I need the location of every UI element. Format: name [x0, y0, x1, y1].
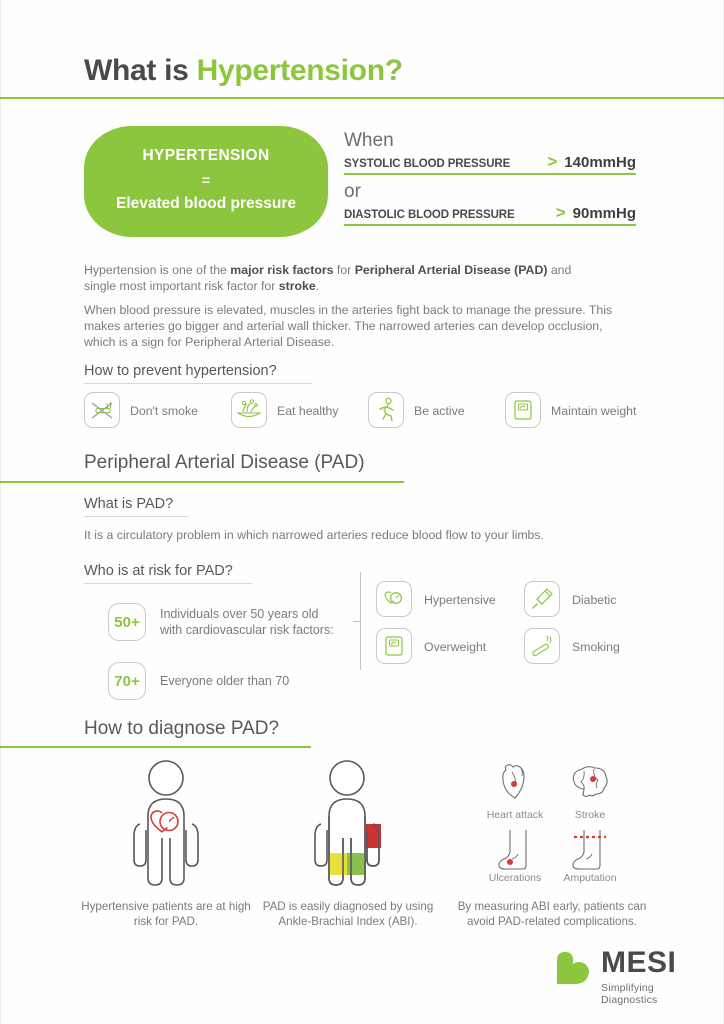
- systolic-operator: >: [547, 152, 558, 171]
- smoking-label: Smoking: [572, 640, 620, 654]
- title-underline: [0, 97, 724, 99]
- page-title-accent: Hypertension?: [196, 54, 403, 87]
- diastolic-operator: >: [555, 203, 566, 222]
- diagnose-heading-underline: [0, 746, 311, 748]
- systolic-label: SYSTOLIC BLOOD PRESSURE: [344, 158, 511, 170]
- prevention-heading-underline: [84, 383, 312, 384]
- cigarette-icon: [524, 628, 560, 664]
- mesi-logo-tagline: Simplifying Diagnostics: [601, 982, 658, 1006]
- age-group-70-text: Everyone older than 70: [160, 674, 290, 688]
- age-badge-70-label: 70+: [114, 672, 140, 690]
- hypertension-definition-box: [84, 126, 328, 237]
- abi-measurement-caption: PAD is easily diagnosed by using Ankle-Brachial Index (ABI).: [262, 900, 434, 928]
- or-label: or: [344, 181, 361, 202]
- hypertension-box-line1: HYPERTENSION: [142, 147, 270, 164]
- hypertensive-label: Hypertensive: [424, 593, 496, 607]
- diastolic-row: [344, 204, 636, 226]
- page-title: [84, 54, 403, 88]
- healthy-food-icon: [231, 392, 267, 428]
- age-badge-50: [108, 603, 146, 641]
- age-group-50-text: Individuals over 50 years old with cardiovascular risk factors:: [160, 607, 334, 637]
- running-person-label: Be active: [414, 404, 465, 418]
- intro-p1-part2: for: [333, 263, 355, 277]
- diastolic-label: DIASTOLIC BLOOD PRESSURE: [344, 209, 515, 221]
- brain-icon: [562, 762, 616, 813]
- pad-section-underline: [0, 481, 404, 483]
- intro-p1-bold3: stroke: [278, 279, 316, 293]
- intro-p1-bold2: Peripheral Arterial Disease (PAD): [354, 263, 548, 277]
- systolic-row: [344, 153, 636, 175]
- intro-p1-bold1: major risk factors: [230, 263, 334, 277]
- age-badge-70: [108, 662, 146, 700]
- prevention-heading: How to prevent hypertension?: [84, 363, 277, 379]
- diastolic-value: 90mmHg: [572, 205, 636, 222]
- who-at-risk-underline: [84, 583, 252, 584]
- risk-factors-bracket-tick: [353, 621, 360, 622]
- syringe-icon: [524, 581, 560, 617]
- running-person-icon: [368, 392, 404, 428]
- abi-measurement-figure: [305, 758, 389, 895]
- blood-pressure-conditions: [344, 130, 636, 226]
- risk-factors-bracket: [360, 572, 361, 670]
- heart-gauge-icon: [376, 581, 412, 617]
- hypertensive-patient-figure: [124, 758, 208, 895]
- complications-caption: By measuring ABI early, patients can avoid PAD-related complications.: [457, 900, 647, 928]
- hypertension-box-line3: Elevated blood pressure: [115, 195, 297, 212]
- hypertension-box-equals: =: [201, 172, 211, 188]
- heart-attack-label: Heart attack: [486, 809, 544, 821]
- healthy-food-label: Eat healthy: [277, 404, 339, 418]
- diabetic-label: Diabetic: [572, 593, 617, 607]
- stroke-label: Stroke: [574, 809, 606, 821]
- who-at-risk-heading: Who is at risk for PAD?: [84, 563, 233, 579]
- intro-p1-part1: Hypertension is one of the: [84, 263, 231, 277]
- heart-icon: [488, 762, 542, 813]
- page-title-plain: What is: [84, 54, 197, 87]
- page-left-border: [0, 0, 1, 1024]
- amputation-label: Amputation: [563, 872, 617, 884]
- intro-p1-part3: and single most important risk factor for: [84, 263, 572, 293]
- mesi-logo-text: MESI: [601, 946, 677, 979]
- diagnose-heading: How to diagnose PAD?: [84, 718, 280, 739]
- intro-p1-part4: .: [315, 279, 320, 293]
- weight-scale-icon: [505, 392, 541, 428]
- intro-paragraph-1: [84, 262, 600, 294]
- mesi-logo-mark: [553, 950, 593, 991]
- when-label: When: [344, 130, 394, 151]
- no-smoking-label: Don't smoke: [130, 404, 198, 418]
- weight-scale-label: Maintain weight: [551, 404, 637, 418]
- intro-paragraph-2: When blood pressure is elevated, muscles in the arteries fight back to manage the pressure. This makes arteries go bigger and arterial wall thicker. The narrowed arteries can develop occlusion, which is a sign for Peripheral Arterial Disease.: [84, 303, 613, 349]
- systolic-value: 140mmHg: [564, 154, 636, 171]
- overweight-label: Overweight: [424, 640, 487, 654]
- what-is-pad-underline: [84, 516, 189, 517]
- what-is-pad-heading: What is PAD?: [84, 496, 174, 512]
- what-is-pad-text: It is a circulatory problem in which narrowed arteries reduce blood flow to your limbs.: [84, 528, 544, 542]
- ulcerations-label: Ulcerations: [488, 872, 542, 884]
- hypertensive-patient-caption: Hypertensive patients are at high risk for PAD.: [81, 900, 251, 928]
- pad-section-heading: Peripheral Arterial Disease (PAD): [84, 452, 365, 473]
- age-badge-50-label: 50+: [114, 613, 140, 631]
- no-smoking-icon: [84, 392, 120, 428]
- overweight-scale-icon: [376, 628, 412, 664]
